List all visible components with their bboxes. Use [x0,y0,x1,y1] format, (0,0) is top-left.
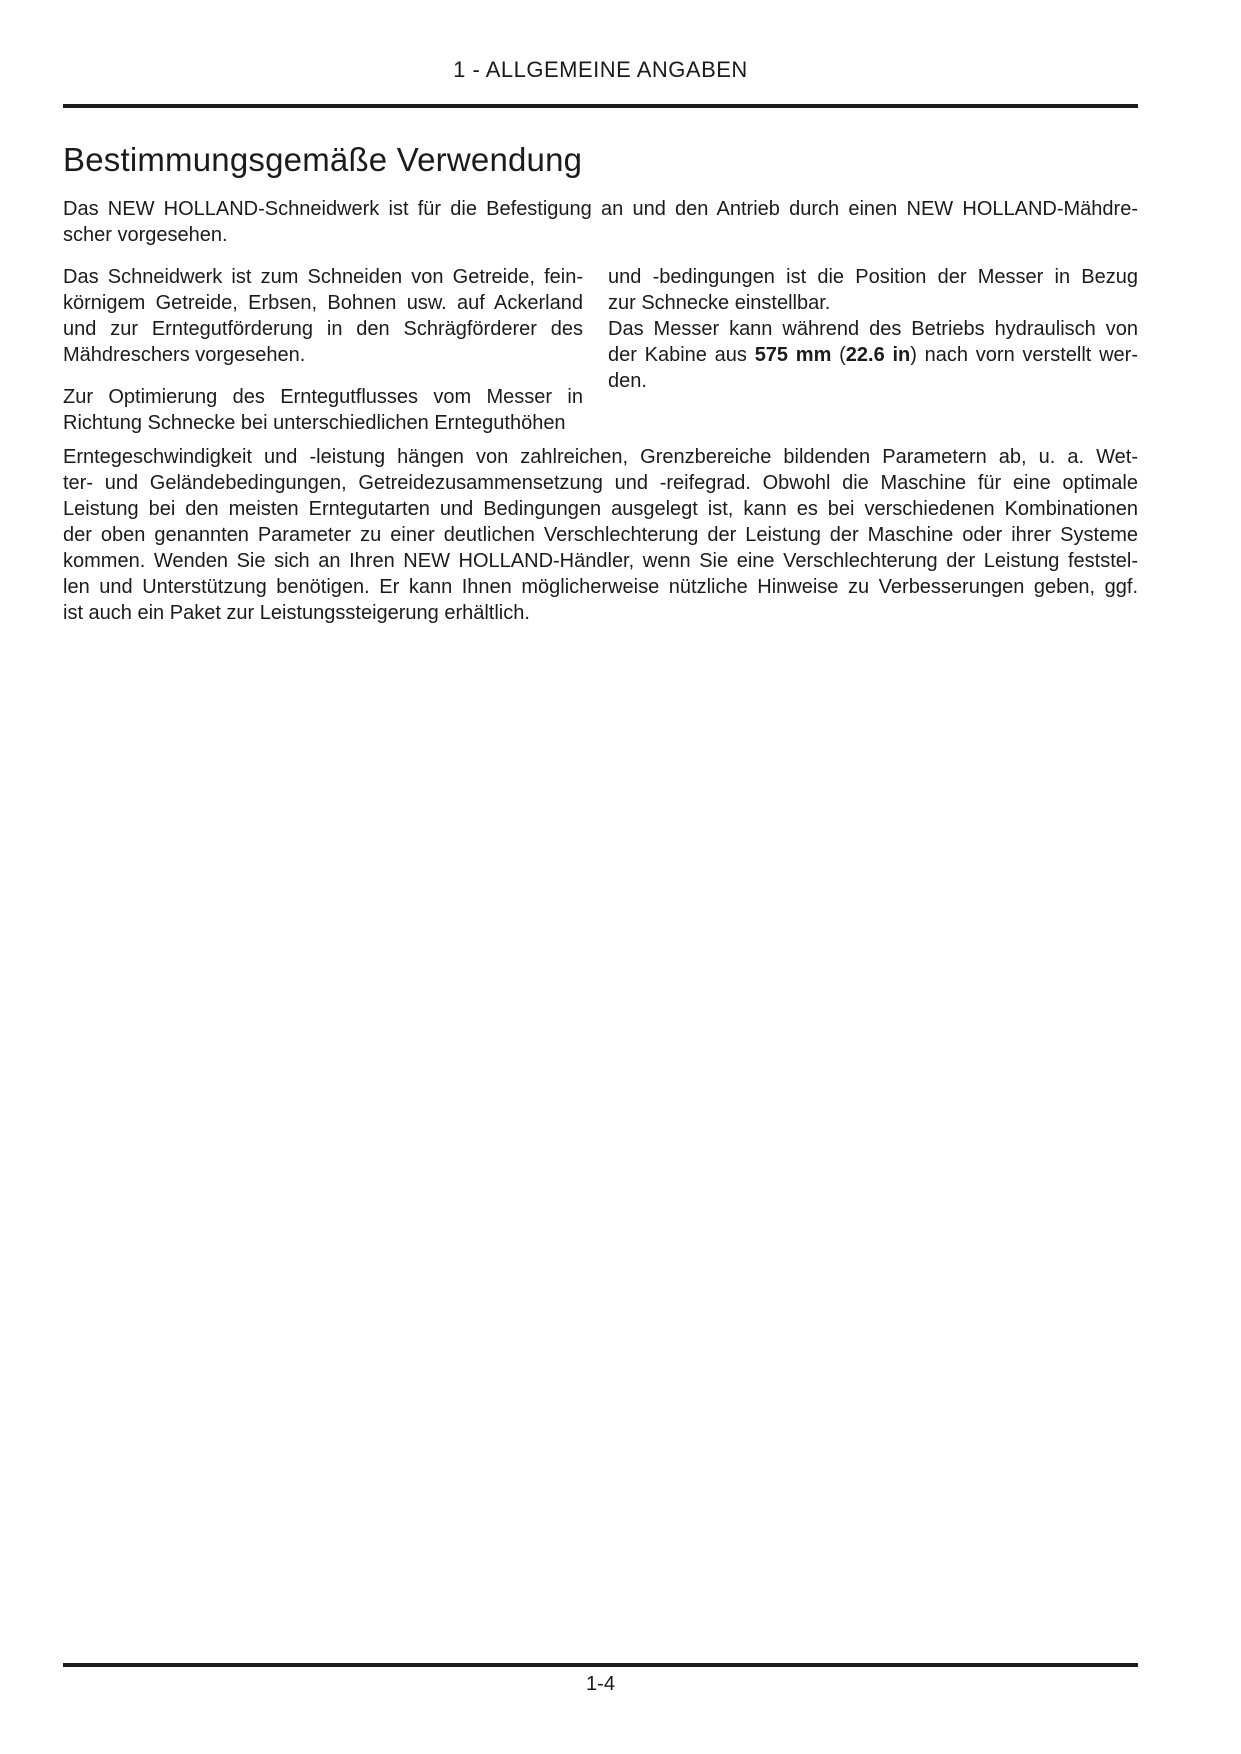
left-column [63,264,583,436]
text-line: den. [608,370,647,392]
text-line: ist auch ein Paket zur Leistungssteigerung erhältlich. [63,602,530,624]
text-line: körnigem Getreide, Erbsen, Bohnen usw. auf Ackerland [63,292,583,314]
text-line: ter- und Geländebedingungen, Getreidezusammensetzung und -reifegrad. Obwohl die Maschine für eine optimale [63,472,1138,494]
text-line: len und Unterstützung benötigen. Er kann Ihnen möglicherweise nützliche Hinweise zu Verbesserungen geben, ggf. [63,576,1138,598]
page-number: 1-4 [586,1673,615,1695]
text-line: zur Schnecke einstellbar. [608,292,831,314]
left-column-paragraph-1 [63,264,583,368]
right-column-paragraph-2 [608,316,1138,394]
text-line: Das Messer kann während des Betriebs hydraulisch von [608,318,1138,340]
text-line: und -bedingungen ist die Position der Messer in Bezug [608,266,1138,288]
page-content [63,58,1138,626]
text-line: Das NEW HOLLAND-Schneidwerk ist für die Befestigung an und den Antrieb durch einen NEW HOLLAND-Mähdre- [63,198,1138,220]
text-line: scher vorgesehen. [63,224,228,246]
section-title: Bestimmungsgemäße Verwendung [63,141,583,178]
running-header-title: 1 - ALLGEMEINE ANGABEN [453,57,748,82]
left-column-paragraph-2 [63,384,583,436]
page-footer [63,1663,1138,1696]
column-gutter [583,264,608,436]
text-line: Das Schneidwerk ist zum Schneiden von Getreide, fein- [63,266,583,288]
text-line: Zur Optimierung des Erntegutflusses vom Messer in [63,386,583,408]
text-line: der oben genannten Parameter zu einer deutlichen Verschlechterung der Leistung der Maschine oder ihrer Systeme [63,524,1138,546]
right-column [608,264,1138,436]
text-line: kommen. Wenden Sie sich an Ihren NEW HOLLAND-Händler, wenn Sie eine Verschlechterung der Leistung feststel- [63,550,1138,572]
text-line: Leistung bei den meisten Erntegutarten und Bedingungen ausgelegt ist, kann es bei verschiedenen Kombinationen [63,498,1138,520]
body-paragraph [63,444,1138,626]
text-line: Erntegeschwindigkeit und -leistung hängen von zahlreichen, Grenzbereiche bildenden Parametern ab, u. a. Wet- [63,446,1138,468]
header-rule [63,104,1138,108]
right-column-paragraph-1 [608,264,1138,316]
text-line: Richtung Schnecke bei unterschiedlichen Ernteguthöhen [63,412,566,434]
text-line: Mähdreschers vorgesehen. [63,344,306,366]
text-line: und zur Erntegutförderung in den Schrägförderer des [63,318,583,340]
text-line: der Kabine aus 575 mm (22.6 in) nach vorn verstellt wer- [608,344,1138,366]
two-column-block [63,264,1138,436]
footer-rule [63,1663,1138,1667]
intro-paragraph [63,196,1138,248]
